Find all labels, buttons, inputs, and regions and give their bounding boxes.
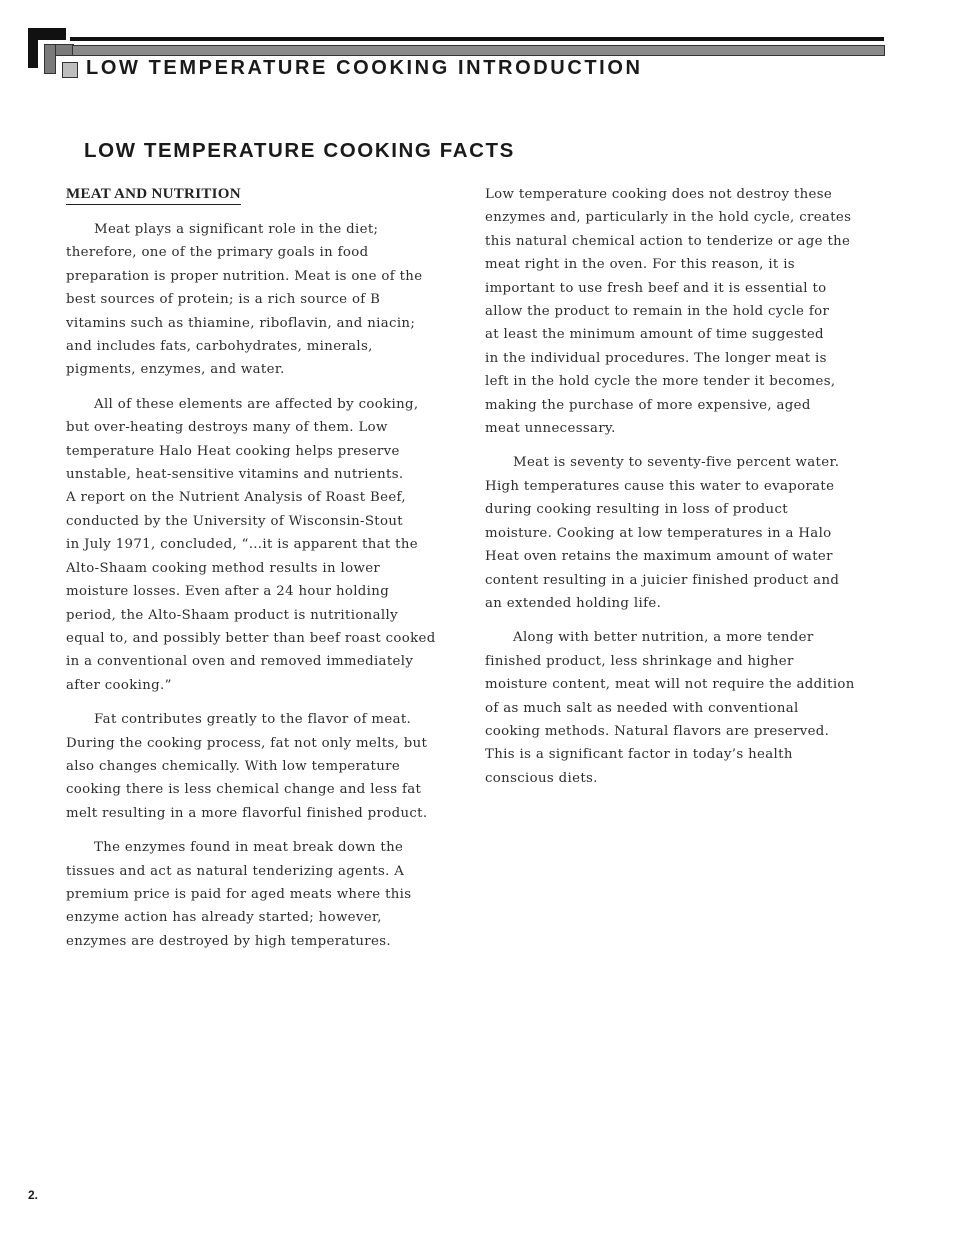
paragraph — [66, 393, 436, 697]
text-line: moisture losses. Even after a 24 hour holding — [66, 584, 390, 600]
header-rule-dark — [70, 37, 884, 41]
right-column — [485, 183, 855, 801]
text-line: period, the Alto-Shaam product is nutritionally — [66, 607, 398, 623]
text-line: preparation is proper nutrition. Meat is one of the — [66, 268, 423, 284]
text-line: in July 1971, concluded, “…it is apparent that the — [66, 537, 418, 553]
paragraph — [485, 183, 855, 440]
text-line: of as much salt as needed with conventional — [485, 700, 799, 716]
text-line: Low temperature cooking does not destroy these — [485, 187, 833, 202]
text-line: allow the product to remain in the hold cycle for — [485, 304, 830, 320]
text-line: This is a significant factor in today’s health — [485, 747, 793, 763]
text-line: enzymes are destroyed by high temperatures. — [66, 933, 391, 949]
text-line: and includes fats, carbohydrates, minerals, — [66, 339, 373, 355]
text-line: All of these elements are affected by cooking, — [94, 396, 419, 412]
text-line: this natural chemical action to tenderize or age the — [485, 233, 851, 249]
text-line: meat right in the oven. For this reason, it is — [485, 257, 795, 273]
paragraph — [485, 626, 855, 790]
text-line: A report on the Nutrient Analysis of Roast Beef, — [66, 490, 406, 506]
text-line: finished product, less shrinkage and higher — [485, 653, 794, 669]
text-line: enzymes and, particularly in the hold cycle, creates — [485, 210, 852, 226]
text-line: making the purchase of more expensive, aged — [485, 397, 811, 413]
text-line: temperature Halo Heat cooking helps preserve — [66, 443, 400, 459]
paragraph — [66, 708, 436, 825]
paragraph — [66, 218, 436, 382]
paragraph — [485, 451, 855, 615]
left-column — [66, 183, 436, 964]
text-line: High temperatures cause this water to evaporate — [485, 478, 835, 494]
text-line: content resulting in a juicier finished product and — [485, 572, 840, 588]
text-line: Meat plays a significant role in the diet; — [94, 222, 379, 237]
paragraph — [66, 836, 436, 953]
text-line: During the cooking process, fat not only melts, but — [66, 735, 428, 751]
header-rule-grey — [72, 45, 885, 56]
text-line: The enzymes found in meat break down the — [94, 840, 404, 856]
text-line: pigments, enzymes, and water. — [66, 362, 285, 378]
text-line: best sources of protein; is a rich source of B — [66, 292, 381, 308]
text-line: but over-heating destroys many of them. Low — [66, 420, 388, 436]
subhead-meat-and-nutrition: MEAT AND NUTRITION — [66, 185, 241, 205]
text-line: Alto-Shaam cooking method results in lower — [66, 560, 381, 576]
text-line: in a conventional oven and removed immediately — [66, 654, 414, 670]
section-title: LOW TEMPERATURE COOKING FACTS — [84, 139, 515, 162]
text-line: in the individual procedures. The longer meat is — [485, 350, 827, 366]
text-line: an extended holding life. — [485, 595, 662, 611]
text-line: melt resulting in a more flavorful finished product. — [66, 805, 428, 821]
text-line: premium price is paid for aged meats where this — [66, 886, 412, 902]
text-line: vitamins such as thiamine, riboflavin, and niacin; — [66, 315, 416, 331]
header-title: LOW TEMPERATURE COOKING INTRODUCTION — [86, 57, 643, 79]
text-line: left in the hold cycle the more tender it becomes, — [485, 374, 836, 390]
text-line: moisture. Cooking at low temperatures in a Halo — [485, 525, 832, 541]
text-line: conducted by the University of Wisconsin-Stout — [66, 513, 403, 529]
text-line: moisture content, meat will not require the addition — [485, 677, 855, 693]
text-line: Fat contributes greatly to the flavor of meat. — [94, 712, 412, 728]
text-line: conscious diets. — [485, 770, 598, 786]
text-line: Meat is seventy to seventy-five percent water. — [513, 455, 840, 471]
text-line: also changes chemically. With low temperature — [66, 758, 401, 774]
text-line: meat unnecessary. — [485, 421, 616, 437]
text-line: after cooking.” — [66, 677, 172, 693]
text-line: Heat oven retains the maximum amount of water — [485, 549, 833, 565]
text-line: cooking there is less chemical change and less fat — [66, 782, 422, 798]
text-line: unstable, heat-sensitive vitamins and nutrients. — [66, 467, 404, 483]
text-line: Along with better nutrition, a more tender — [513, 630, 814, 646]
text-line: enzyme action has already started; however, — [66, 910, 382, 926]
text-line: equal to, and possibly better than beef roast cooked — [66, 630, 436, 646]
text-line: tissues and act as natural tenderizing agents. A — [66, 863, 405, 879]
text-line: important to use fresh beef and it is essential to — [485, 280, 827, 296]
text-line: cooking methods. Natural flavors are preserved. — [485, 723, 830, 739]
text-line: therefore, one of the primary goals in food — [66, 245, 369, 261]
text-line: during cooking resulting in loss of product — [485, 502, 788, 518]
page-number: 2. — [28, 1188, 39, 1202]
text-line: at least the minimum amount of time suggested — [485, 327, 824, 343]
